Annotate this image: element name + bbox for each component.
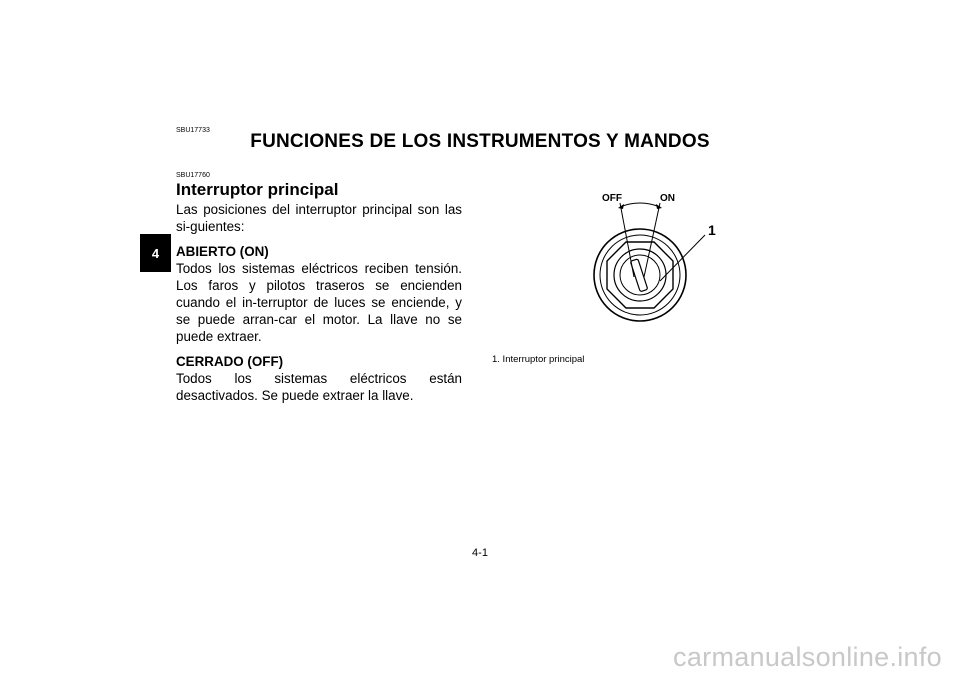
switch-inner-ring — [600, 235, 680, 315]
section-heading: Interruptor principal — [176, 180, 339, 199]
main-text-column — [176, 172, 462, 412]
key-cylinder — [620, 255, 660, 295]
on-position-label: ON — [660, 193, 675, 204]
item-off-label: CERRADO (OFF) — [176, 354, 284, 369]
switch-outer-ring — [594, 229, 686, 321]
off-position-label: OFF — [602, 193, 622, 204]
switch-nut — [607, 242, 673, 308]
callout-number: 1 — [708, 222, 716, 238]
watermark: carmanualsonline.info — [673, 642, 942, 672]
section-code: SBU17760 — [176, 172, 210, 179]
rotation-arc — [620, 203, 660, 207]
page-number: 4-1 — [472, 547, 488, 559]
section-intro: Las posiciones del interruptor principal son las si-guientes: — [176, 202, 462, 234]
page-title: FUNCIONES DE LOS INSTRUMENTOS Y MANDOS — [250, 131, 710, 152]
item-on-text: Todos los sistemas eléctricos reciben tensión. Los faros y pilotos traseros se encienden cuando el in-terruptor de luces se enciende, y se puede arran-car el motor. La llave no se puede extraer. — [176, 261, 462, 344]
callout-line — [660, 235, 705, 281]
document-code: SBU17733 — [176, 127, 210, 134]
main-switch-figure — [540, 185, 750, 345]
keyway-slot — [630, 259, 647, 292]
switch-collar — [614, 249, 666, 301]
chapter-tab: 4 — [140, 234, 171, 272]
main-switch-illustration — [540, 185, 750, 345]
item-on-label: ABIERTO (ON) — [176, 244, 269, 259]
figure-caption: 1. Interruptor principal — [492, 354, 585, 365]
item-off-text: Todos los sistemas eléctricos están desactivados. Se puede extraer la llave. — [176, 371, 462, 403]
